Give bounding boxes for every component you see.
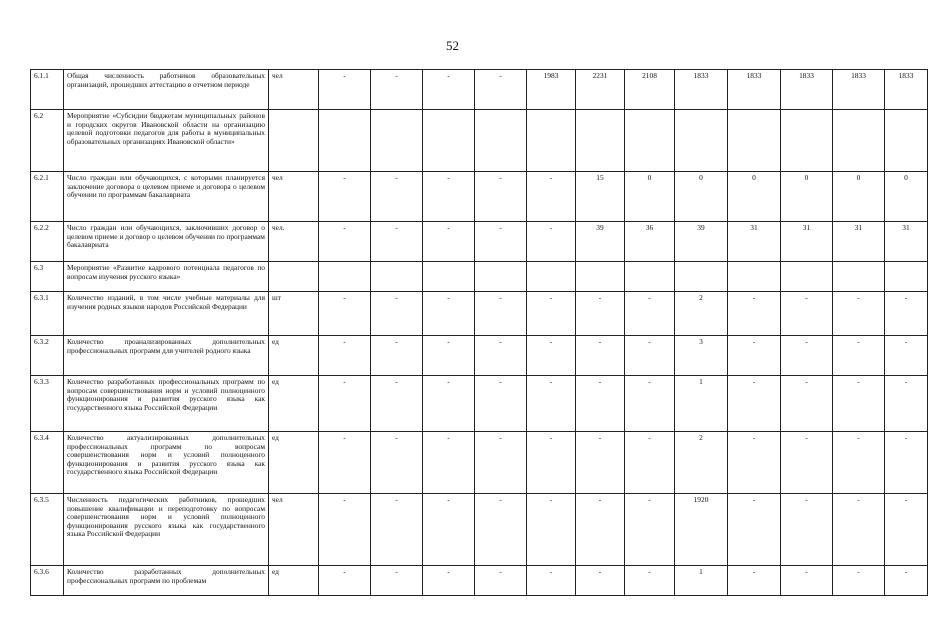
row-value-cell (371, 262, 423, 292)
row-value-cell (527, 262, 576, 292)
row-value-cell: 1833 (728, 70, 781, 110)
row-unit-cell: ед (269, 566, 319, 596)
row-value-cell: 2 (675, 292, 728, 336)
row-description-cell: Число граждан или обучающихся, с которыми планируется заключение договора о целевом приеме и договора о целевом обучении по программам бакалавриата (64, 172, 269, 222)
row-value-cell: - (625, 494, 675, 566)
table-row (31, 172, 928, 222)
row-value-cell: - (728, 292, 781, 336)
row-value-cell: 1 (675, 376, 728, 432)
row-value-cell: 31 (833, 222, 885, 262)
row-value-cell: 1833 (833, 70, 885, 110)
row-number-cell: 6.1.1 (31, 70, 64, 110)
table-row (31, 262, 928, 292)
row-value-cell: 2108 (625, 70, 675, 110)
row-unit-cell: ед (269, 432, 319, 494)
row-unit-cell: ед (269, 376, 319, 432)
row-unit-cell: чел (269, 494, 319, 566)
table-row (31, 70, 928, 110)
row-value-cell: - (885, 292, 928, 336)
row-description-cell: Количество проанализированных дополнительных профессиональных программ для учителей родного языка (64, 336, 269, 376)
row-value-cell: - (833, 494, 885, 566)
row-number-cell: 6.3.1 (31, 292, 64, 336)
table-row (31, 432, 928, 494)
table-body (31, 70, 928, 596)
row-value-cell: - (475, 566, 527, 596)
row-value-cell (728, 262, 781, 292)
row-value-cell (319, 262, 371, 292)
row-value-cell: - (475, 494, 527, 566)
row-value-cell: - (371, 376, 423, 432)
row-value-cell (885, 262, 928, 292)
row-value-cell: - (576, 336, 625, 376)
row-unit-cell: чел. (269, 222, 319, 262)
row-description-cell: Количество разработанных профессиональных программ по вопросам совершенствования норм и условий полноценного функционирования и развития русского языка как государственного языка Российской Федерации (64, 376, 269, 432)
row-value-cell: 0 (675, 172, 728, 222)
row-value-cell: - (371, 432, 423, 494)
row-value-cell: - (371, 336, 423, 376)
row-value-cell: 0 (781, 172, 833, 222)
row-number-cell: 6.3 (31, 262, 64, 292)
row-value-cell (319, 110, 371, 172)
row-value-cell: - (371, 292, 423, 336)
row-value-cell: - (781, 432, 833, 494)
row-value-cell: - (423, 70, 475, 110)
row-value-cell: - (475, 70, 527, 110)
row-value-cell: - (319, 70, 371, 110)
row-value-cell: - (728, 376, 781, 432)
row-value-cell: - (319, 432, 371, 494)
row-value-cell: 1833 (885, 70, 928, 110)
row-value-cell: - (527, 172, 576, 222)
row-value-cell: - (423, 292, 475, 336)
row-unit-cell (269, 262, 319, 292)
row-value-cell: 1833 (781, 70, 833, 110)
row-value-cell: - (527, 432, 576, 494)
row-value-cell (475, 262, 527, 292)
row-description-cell: Число граждан или обучающихся, заключивших договор о целевом приеме и договор о целевом обучении по программам бакалавриата (64, 222, 269, 262)
row-value-cell: - (625, 432, 675, 494)
row-value-cell (728, 110, 781, 172)
row-value-cell: - (423, 336, 475, 376)
row-value-cell (781, 262, 833, 292)
row-value-cell: - (576, 376, 625, 432)
row-value-cell (625, 110, 675, 172)
row-value-cell: - (576, 292, 625, 336)
row-value-cell: 15 (576, 172, 625, 222)
row-value-cell: - (885, 376, 928, 432)
row-value-cell: 39 (576, 222, 625, 262)
row-value-cell: - (625, 292, 675, 336)
row-value-cell (675, 262, 728, 292)
row-description-cell: Общая численность работников образовательных организаций, прошедших аттестацию в отчетном периоде (64, 70, 269, 110)
row-value-cell: - (576, 494, 625, 566)
row-value-cell (423, 262, 475, 292)
table-row (31, 222, 928, 262)
row-value-cell: - (781, 336, 833, 376)
row-value-cell: - (475, 292, 527, 336)
row-value-cell (781, 110, 833, 172)
row-number-cell: 6.3.5 (31, 494, 64, 566)
row-value-cell: - (781, 292, 833, 336)
row-value-cell: - (625, 376, 675, 432)
row-unit-cell: ед (269, 336, 319, 376)
page-number: 52 (446, 38, 459, 53)
row-value-cell: - (781, 376, 833, 432)
table-row (31, 566, 928, 596)
row-value-cell (833, 262, 885, 292)
row-value-cell: - (319, 292, 371, 336)
row-value-cell: - (423, 222, 475, 262)
row-value-cell (423, 110, 475, 172)
row-value-cell: - (423, 172, 475, 222)
row-value-cell: 31 (781, 222, 833, 262)
row-value-cell: - (475, 172, 527, 222)
row-value-cell: - (371, 494, 423, 566)
row-value-cell: - (885, 566, 928, 596)
row-number-cell: 6.3.4 (31, 432, 64, 494)
row-description-cell: Численность педагогических работников, прошедших повышение квалификации и переподготовку по вопросам совершенствования норм и условий полноценного функционирования русского языка как государственного языка Российской Федерации (64, 494, 269, 566)
row-value-cell (625, 262, 675, 292)
row-value-cell (527, 110, 576, 172)
row-number-cell: 6.2 (31, 110, 64, 172)
row-unit-cell (269, 110, 319, 172)
row-value-cell: - (625, 566, 675, 596)
row-value-cell: - (371, 222, 423, 262)
row-value-cell: - (781, 494, 833, 566)
row-value-cell: - (833, 432, 885, 494)
row-value-cell: - (728, 566, 781, 596)
row-value-cell: - (319, 376, 371, 432)
table-row (31, 336, 928, 376)
row-unit-cell: чел (269, 70, 319, 110)
row-value-cell: - (576, 432, 625, 494)
row-value-cell (371, 110, 423, 172)
row-value-cell (475, 110, 527, 172)
row-description-cell: Количество актуализированных дополнительных профессиональных программ по вопросам совершенствования норм и условий полноценного функционирования и развития русского языка как государственного языка Российской Федерации (64, 432, 269, 494)
row-value-cell: - (833, 376, 885, 432)
row-value-cell: - (833, 292, 885, 336)
row-value-cell: - (728, 494, 781, 566)
row-value-cell: 31 (728, 222, 781, 262)
row-value-cell: - (728, 432, 781, 494)
row-value-cell: 3 (675, 336, 728, 376)
row-value-cell (576, 262, 625, 292)
row-value-cell: - (527, 336, 576, 376)
row-value-cell: 0 (885, 172, 928, 222)
row-value-cell: 31 (885, 222, 928, 262)
row-value-cell: - (371, 172, 423, 222)
row-value-cell: - (475, 432, 527, 494)
row-value-cell: - (527, 222, 576, 262)
row-value-cell: - (319, 566, 371, 596)
row-value-cell: - (423, 494, 475, 566)
row-value-cell: - (527, 566, 576, 596)
row-number-cell: 6.3.6 (31, 566, 64, 596)
row-value-cell: 0 (728, 172, 781, 222)
row-value-cell: - (319, 222, 371, 262)
row-number-cell: 6.2.1 (31, 172, 64, 222)
row-value-cell: - (833, 336, 885, 376)
row-value-cell: - (319, 172, 371, 222)
row-value-cell: - (423, 566, 475, 596)
row-description-cell: Мероприятие «Развитие кадрового потенциала педагогов по вопросам изучения русского языка» (64, 262, 269, 292)
row-value-cell: 39 (675, 222, 728, 262)
row-value-cell: - (885, 336, 928, 376)
row-value-cell: 1920 (675, 494, 728, 566)
table-row (31, 376, 928, 432)
row-value-cell: 2 (675, 432, 728, 494)
row-value-cell (833, 110, 885, 172)
table-row (31, 292, 928, 336)
row-value-cell: - (527, 494, 576, 566)
row-value-cell: - (475, 336, 527, 376)
row-unit-cell: чел (269, 172, 319, 222)
row-value-cell: - (423, 432, 475, 494)
row-value-cell: - (728, 336, 781, 376)
row-description-cell: Количество изданий, в том числе учебные материалы для изучения родных языков народов Российской Федерации (64, 292, 269, 336)
row-value-cell: - (319, 494, 371, 566)
table-row (31, 110, 928, 172)
row-value-cell: 0 (833, 172, 885, 222)
row-value-cell: - (781, 566, 833, 596)
row-value-cell (885, 110, 928, 172)
row-value-cell: 0 (625, 172, 675, 222)
row-value-cell: - (576, 566, 625, 596)
row-description-cell: Мероприятие «Субсидии бюджетам муниципальных районов и городских округов Ивановской области на организацию целевой подготовки педагогов для работы в муниципальных образовательных организациях Ивановской области» (64, 110, 269, 172)
row-number-cell: 6.2.2 (31, 222, 64, 262)
row-value-cell: - (371, 566, 423, 596)
row-value-cell (675, 110, 728, 172)
row-number-cell: 6.3.3 (31, 376, 64, 432)
row-value-cell (576, 110, 625, 172)
table-row (31, 494, 928, 566)
row-value-cell: 36 (625, 222, 675, 262)
row-description-cell: Количество разработанных дополнительных профессиональных программ по проблемам (64, 566, 269, 596)
row-value-cell: 1983 (527, 70, 576, 110)
row-value-cell: 1833 (675, 70, 728, 110)
row-value-cell: 1 (675, 566, 728, 596)
row-value-cell: - (371, 70, 423, 110)
row-value-cell: - (527, 376, 576, 432)
row-value-cell: - (527, 292, 576, 336)
row-value-cell: - (885, 432, 928, 494)
row-value-cell: - (475, 222, 527, 262)
indicators-table (30, 69, 928, 596)
row-value-cell: - (475, 376, 527, 432)
row-number-cell: 6.3.2 (31, 336, 64, 376)
row-value-cell: 2231 (576, 70, 625, 110)
row-value-cell: - (423, 376, 475, 432)
row-value-cell: - (885, 494, 928, 566)
row-value-cell: - (319, 336, 371, 376)
row-unit-cell: шт (269, 292, 319, 336)
row-value-cell: - (833, 566, 885, 596)
row-value-cell: - (625, 336, 675, 376)
